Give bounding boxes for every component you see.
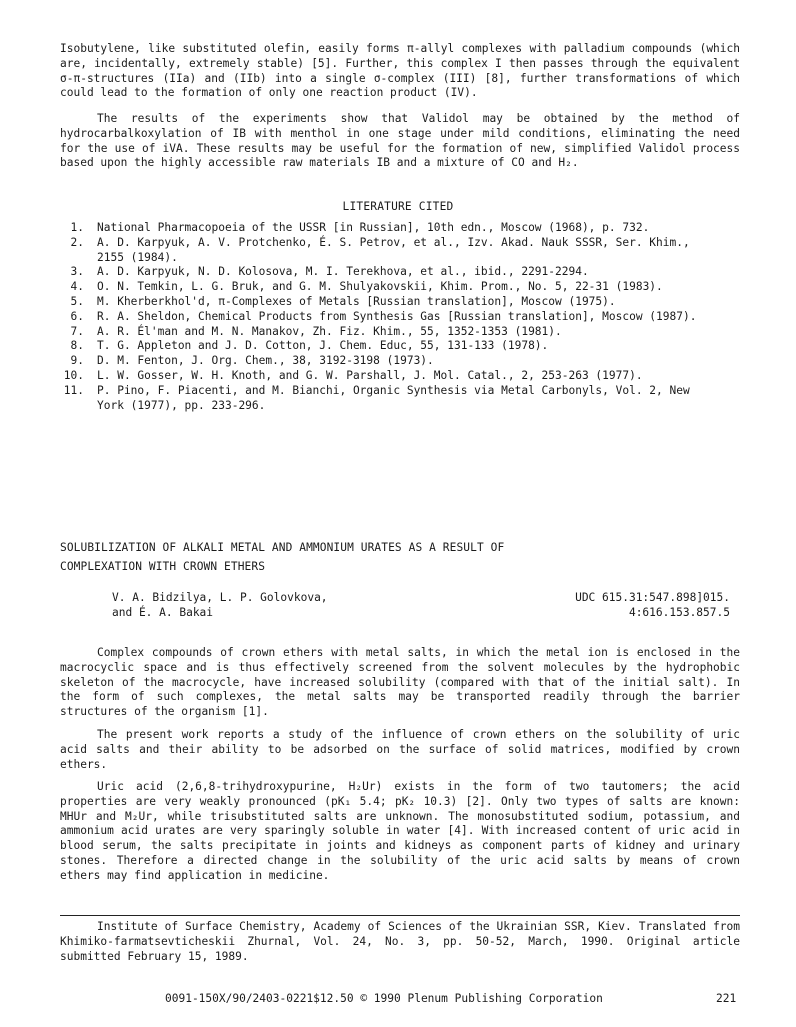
reference-list [60, 221, 720, 413]
paragraph: Complex compounds of crown ethers with metal salts, in which the metal ion is enclosed in the macrocyclic space and is thus effectively screened from the solvent molecules by the hydrophobic skeleton of the macrocycle, have increased solubility (compared with that of the initial salt). In the form of such complexes, the metal salts may be transported readily through the barrier structures of the organism [1]. [60, 646, 740, 719]
footnote [60, 920, 740, 964]
reference-item [60, 384, 720, 414]
author-line: V. A. Bidzilya, L. P. Golovkova, [112, 591, 328, 604]
conclusion-text [60, 112, 740, 171]
reference-text: National Pharmacopoeia of the USSR [in Russian], 10th edn., Moscow (1968), p. 732. [97, 221, 650, 234]
reference-number: 8. [70, 339, 84, 353]
article-title-line: SOLUBILIZATION OF ALKALI METAL AND AMMONIUM URATES AS A RESULT OF [60, 541, 505, 554]
paragraph: The present work reports a study of the influence of crown ethers on the solubility of uric acid salts and their ability to be adsorbed on the surface of solid matrices, modified by crown ethers. [60, 728, 740, 771]
reference-number: 3. [70, 265, 84, 279]
reference-number: 4. [70, 280, 84, 294]
footnote-rule [60, 915, 740, 916]
reference-number: 1. [70, 221, 84, 234]
reference-item [60, 221, 720, 236]
literature-heading: LITERATURE CITED [342, 200, 454, 213]
reference-item [60, 310, 720, 325]
udc-line: 4:616.153.857.5 [628, 605, 730, 619]
reference-number: 7. [70, 324, 84, 338]
reference-text: A. D. Karpyuk, N. D. Kolosova, M. I. Terekhova, et al., ibid., 2291-2294. [97, 265, 589, 279]
udc-line: UDC 615.31:547.898]015. [575, 591, 730, 604]
reference-item [60, 369, 720, 384]
paragraph: Uric acid (2,6,8-trihydroxypurine, H₂Ur) exists in the form of two tautomers; the acid properties are very weakly pronounced (pK₁ 5.4; pK₂ 10.3) [2]. Only two types of salts are known: MHUr and M₂Ur, while trisubstituted salts are unknown. The monosubstituted sodium, potassium, and ammonium acid urates are very sparingly soluble in water [4]. With increased content of uric acid in blood serum, the salts precipitate in joints and kidneys as component parts of kidney and urinary stones. Therefore a directed change in the solubility of the uric acid salts by means of crown ethers may find application in medicine. [60, 780, 740, 882]
reference-item [60, 295, 720, 310]
reference-text: L. W. Gosser, W. H. Knoth, and G. W. Parshall, J. Mol. Catal., 2, 253-263 (1977). [97, 368, 643, 382]
reference-number: 10. [63, 368, 84, 382]
paragraph: Isobutylene, like substituted olefin, easily forms π-allyl complexes with palladium compounds (which are, incidentally, extremely stable) [5]. Further, this complex I then passes through the equivalent σ-π-structures (IIa) and (IIb) into a single σ-complex (III) [8], further transformations of which could lead to the formation of only one reaction product (IV). [60, 42, 740, 100]
paragraph: The results of the experiments show that Validol may be obtained by the method of hydrocarbalkoxylation of IB with menthol in one stage under mild conditions, eliminating the need for the use of iVA. These results may be useful for the formation of new, simplified Validol process based upon the highly accessible raw materials IB and a mixture of CO and H₂. [60, 112, 740, 170]
continued-text [60, 42, 740, 101]
reference-item [60, 339, 720, 354]
reference-text: T. G. Appleton and J. D. Cotton, J. Chem. Educ, 55, 131-133 (1978). [97, 339, 549, 353]
reference-number: 5. [70, 294, 84, 308]
reference-text: O. N. Temkin, L. G. Bruk, and G. M. Shulyakovskii, Khim. Prom., No. 5, 22-31 (1983). [97, 280, 663, 294]
udc-code [560, 591, 730, 621]
page-number: 221 [716, 992, 737, 1005]
reference-text: A. D. Karpyuk, A. V. Protchenko, É. S. Petrov, et al., Izv. Akad. Nauk SSSR, Ser. Khim., 2155 (1984). [97, 235, 690, 264]
article-body [60, 780, 740, 884]
reference-item [60, 236, 720, 266]
article-body [60, 728, 740, 772]
author-line: and É. A. Bakai [112, 605, 214, 619]
reference-item [60, 280, 720, 295]
reference-item [60, 265, 720, 280]
reference-text: D. M. Fenton, J. Org. Chem., 38, 3192-3198 (1973). [97, 354, 434, 368]
footnote-text: Institute of Surface Chemistry, Academy of Sciences of the Ukrainian SSR, Kiev. Translated from Khimiko-farmatsevticheskii Zhurnal, Vol. 24, No. 3, pp. 50-52, March, 1990. Original article submitted February 15, 1989. [60, 920, 740, 963]
article-title-line: COMPLEXATION WITH CROWN ETHERS [60, 560, 266, 573]
reference-text: P. Pino, F. Piacenti, and M. Bianchi, Organic Synthesis via Metal Carbonyls, Vol. 2, New York (1977), pp. 233-296. [97, 383, 690, 412]
reference-item [60, 354, 720, 369]
reference-text: A. R. Él'man and M. N. Manakov, Zh. Fiz. Khim., 55, 1352-1353 (1981). [97, 324, 562, 338]
authors [112, 591, 412, 621]
reference-number: 11. [63, 383, 84, 397]
reference-text: R. A. Sheldon, Chemical Products from Synthesis Gas [Russian translation], Moscow (1987). [97, 309, 697, 323]
reference-number: 6. [70, 309, 84, 323]
article-body [60, 646, 740, 720]
reference-item [60, 325, 720, 340]
article-title [60, 538, 600, 576]
reference-number: 2. [70, 235, 84, 249]
reference-text: M. Kherberkhol'd, π-Complexes of Metals [Russian translation], Moscow (1975). [97, 294, 616, 308]
copyright-code: 0091-150X/90/2403-0221$12.50 © 1990 Plenum Publishing Corporation [165, 992, 603, 1005]
reference-number: 9. [70, 354, 84, 368]
